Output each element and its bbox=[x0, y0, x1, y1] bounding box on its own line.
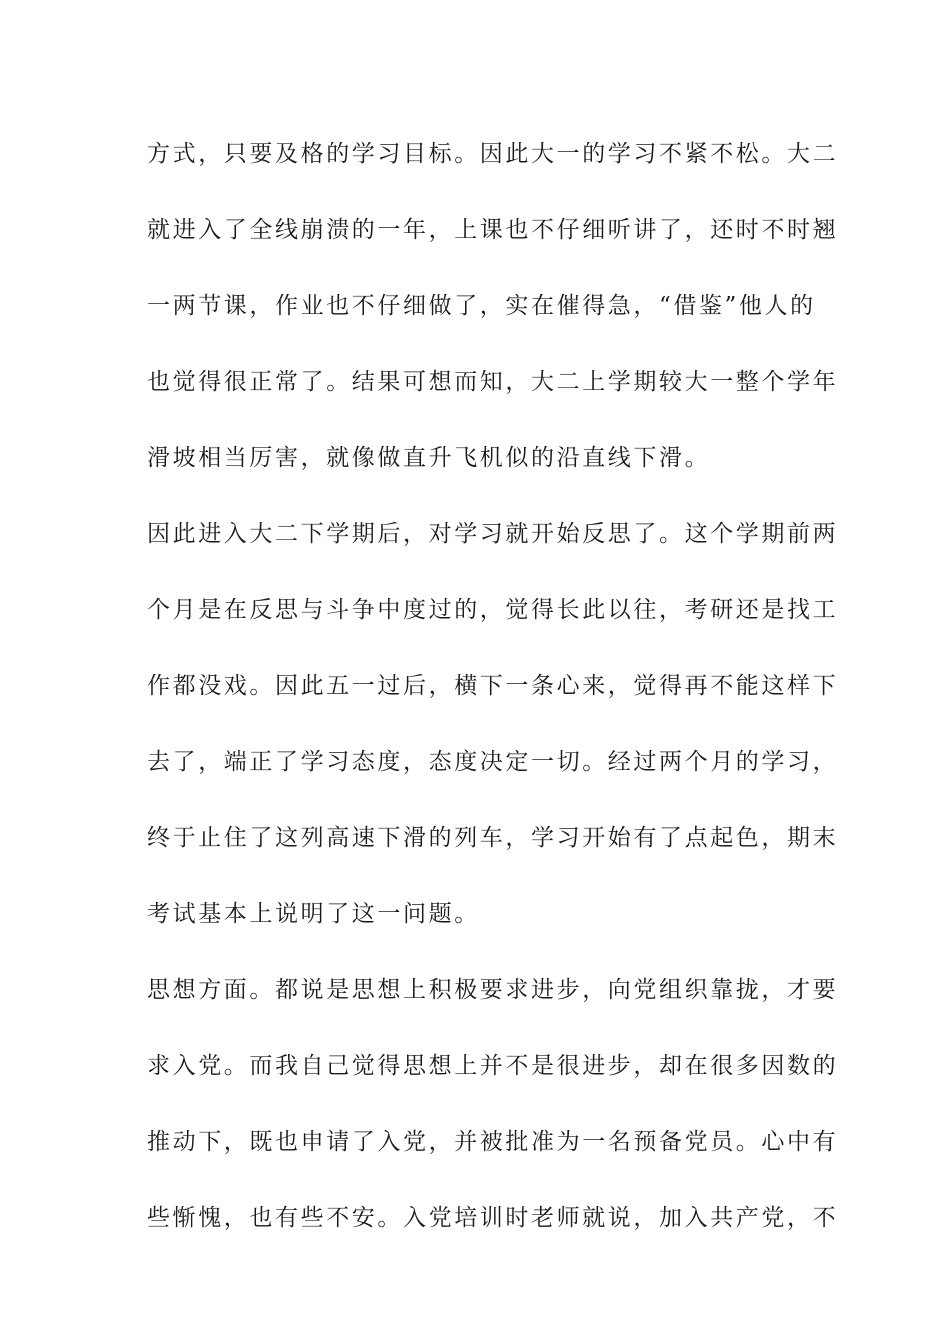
text-line: 方式，只要及格的学习目标。因此大一的学习不紧不松。大二 bbox=[147, 141, 839, 167]
paragraph-study-decline bbox=[147, 130, 839, 510]
text-line: 个月是在反思与斗争中度过的，觉得长此以往，考研还是找工 bbox=[147, 597, 839, 623]
text-line: 推动下，既也申请了入党，并被批准为一名预备党员。心中有 bbox=[147, 1129, 839, 1155]
text-line: 些惭愧，也有些不安。入党培训时老师就说，加入共产党，不 bbox=[147, 1205, 839, 1231]
text-line: 也觉得很正常了。结果可想而知，大二上学期较大一整个学年 bbox=[147, 369, 839, 395]
text-line: 作都没戏。因此五一过后，横下一条心来，觉得再不能这样下 bbox=[147, 673, 839, 699]
text-line: 就进入了全线崩溃的一年，上课也不仔细听讲了，还时不时翘 bbox=[147, 217, 839, 243]
paragraph-reflection bbox=[147, 510, 839, 966]
text-line: 思想方面。都说是思想上积极要求进步，向党组织靠拢，才要 bbox=[147, 977, 839, 1003]
text-line: 因此进入大二下学期后，对学习就开始反思了。这个学期前两 bbox=[147, 521, 839, 547]
paragraph-ideology bbox=[147, 966, 839, 1270]
text-line: 一两节课，作业也不仔细做了，实在催得急，“借鉴”他人的 bbox=[147, 293, 816, 319]
text-line: 求入党。而我自己觉得思想上并不是很进步，却在很多因数的 bbox=[147, 1053, 839, 1079]
document-body bbox=[147, 130, 839, 1270]
text-line: 去了，端正了学习态度，态度决定一切。经过两个月的学习， bbox=[147, 749, 839, 775]
text-line: 考试基本上说明了这一问题。 bbox=[147, 901, 480, 927]
text-line: 滑坡相当厉害，就像做直升飞机似的沿直线下滑。 bbox=[147, 445, 711, 471]
text-line: 终于止住了这列高速下滑的列车，学习开始有了点起色，期末 bbox=[147, 825, 839, 851]
